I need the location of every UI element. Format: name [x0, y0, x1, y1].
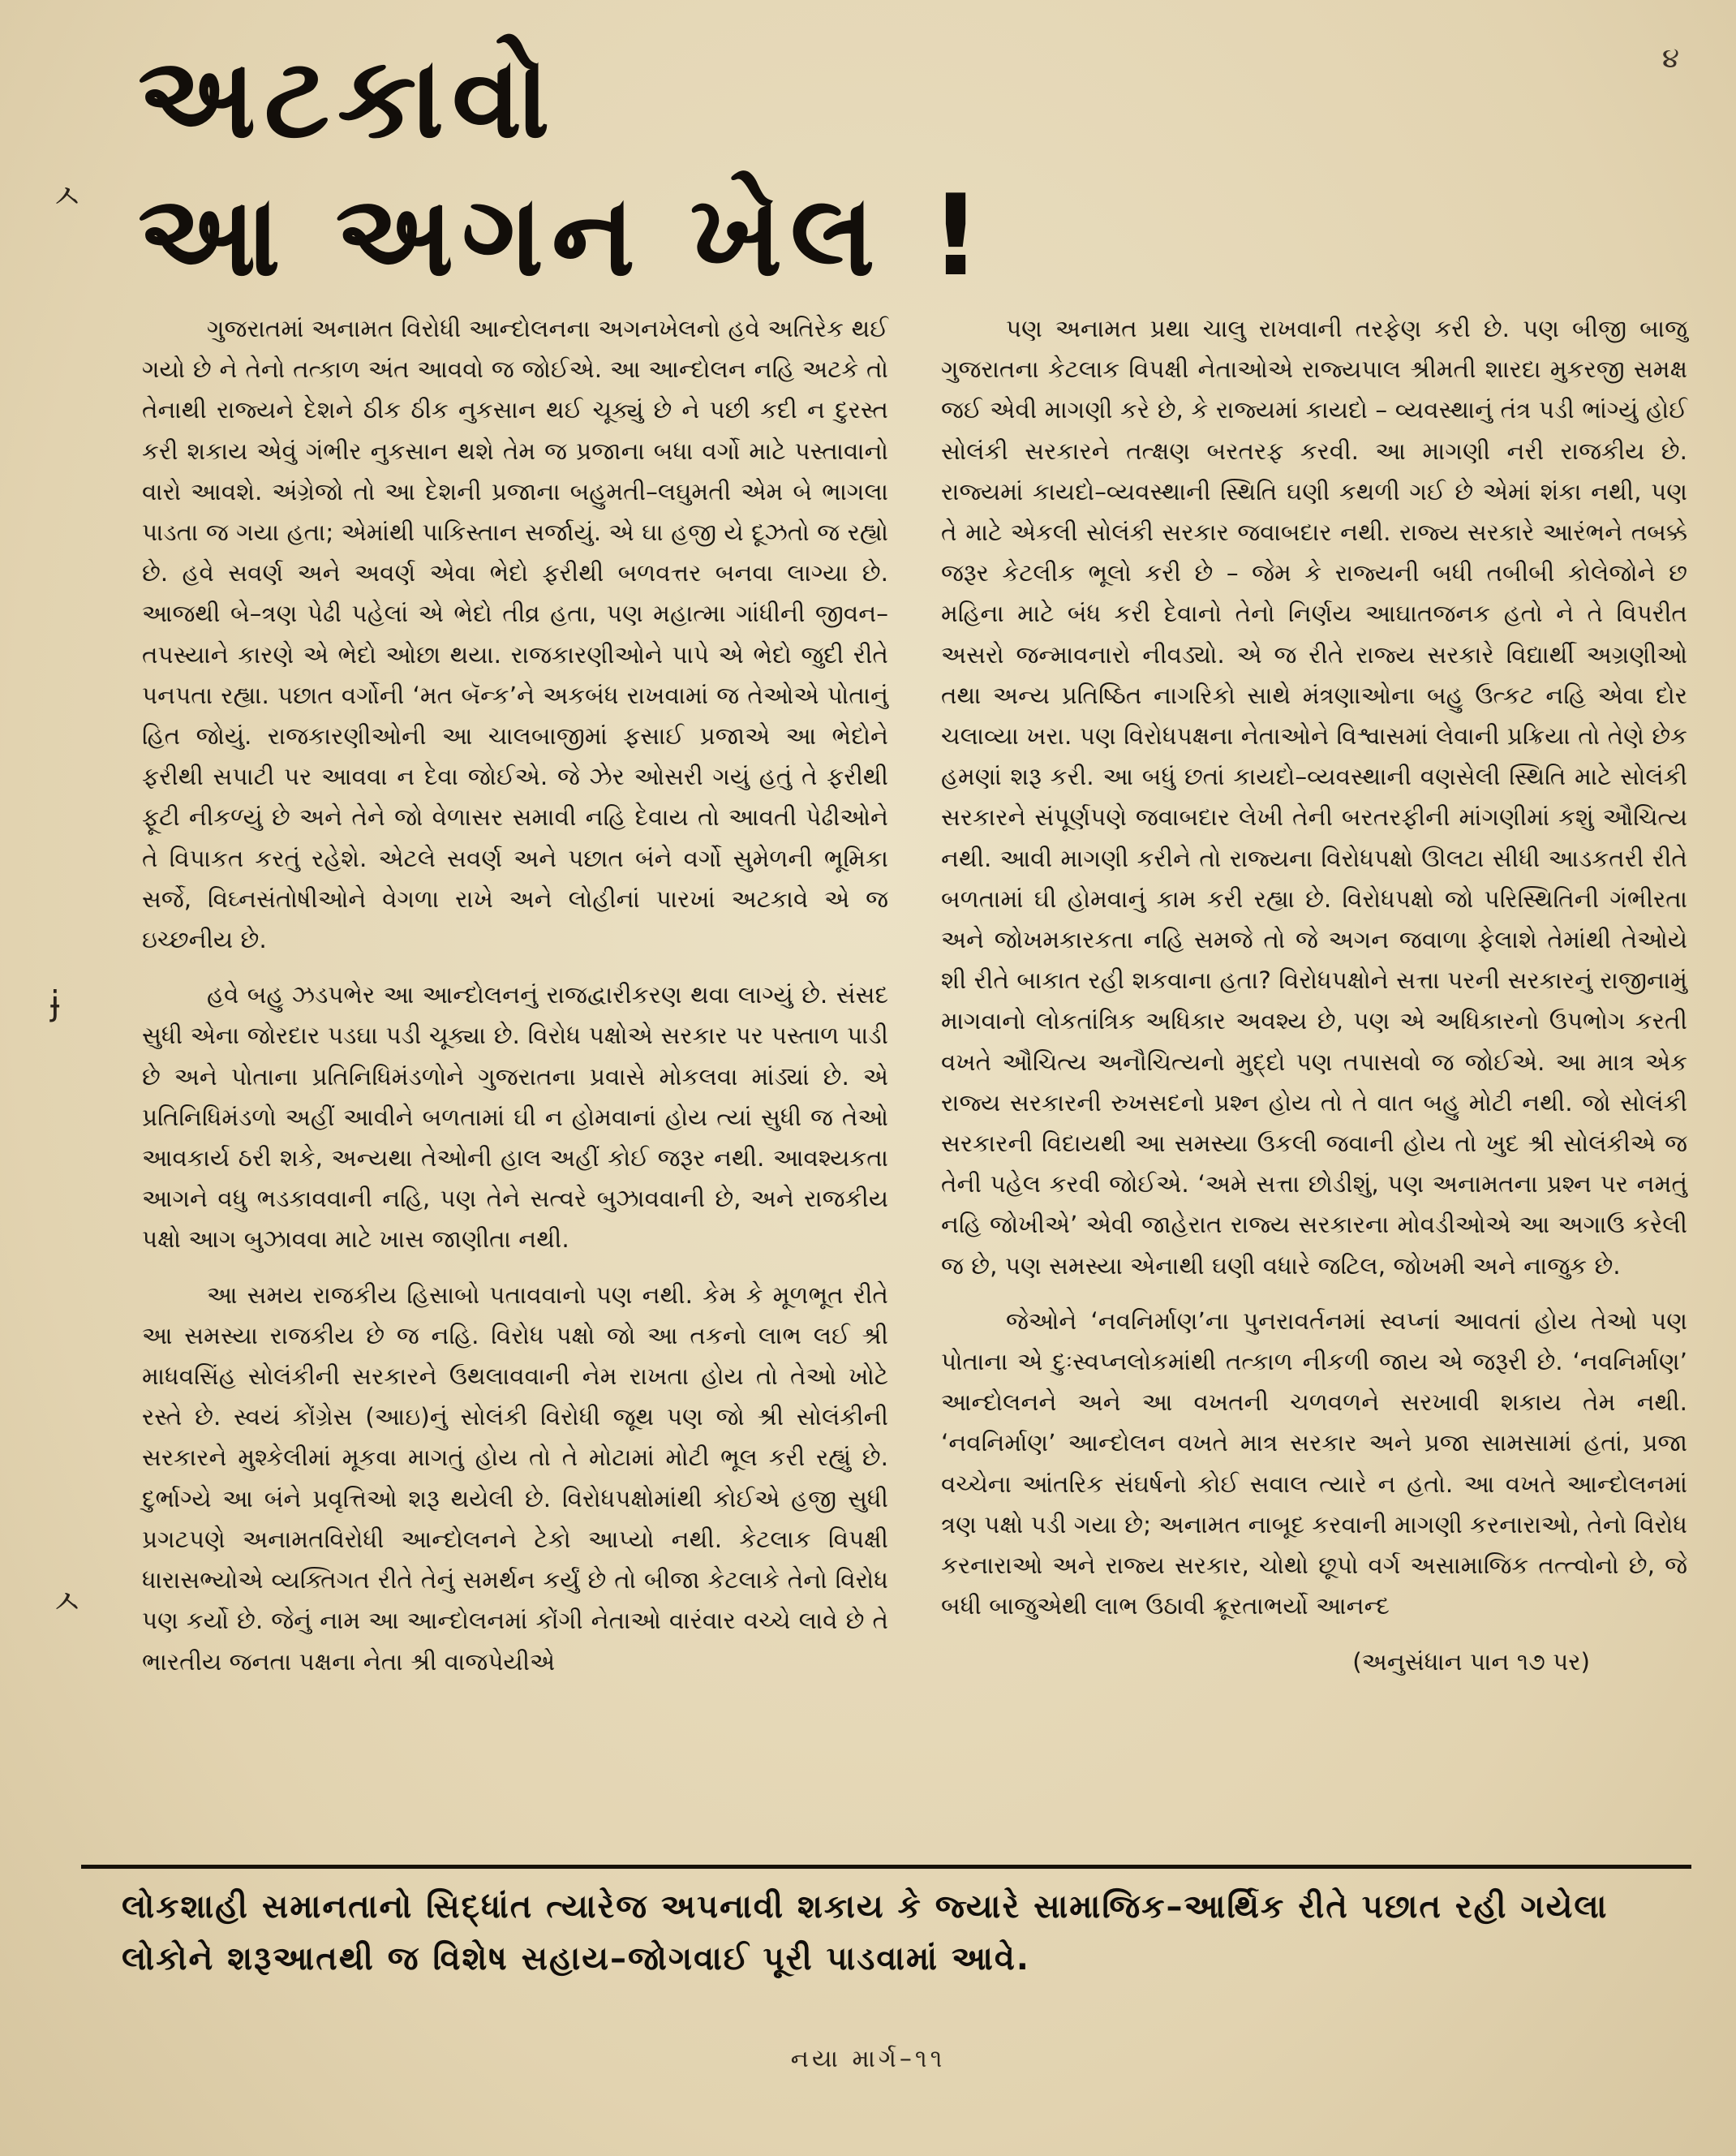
binding-mark: ㅅ	[50, 177, 84, 217]
continuation-note: (અનુસંધાન પાન ૧૭ પર)	[1352, 1647, 1590, 1676]
article-column-left	[142, 308, 888, 1697]
pull-quote: લોકશાહી સમાનતાનો સિદ્ધાંત ત્યારેજ અપનાવી શકાય કે જ્યારે સામાજિક–આર્થિક રીતે પછાત રહી ગયેલા લોકોને શરૂઆતથી જ વિશેષ સહાય–જોગવાઈ પૂરી પાડવામાં આવે.	[122, 1888, 1609, 1977]
article-column-right	[941, 308, 1687, 1682]
horizontal-rule	[81, 1865, 1691, 1869]
headline-line-2: આ અગન ખેલ !	[138, 170, 990, 301]
paragraph: જેઓને ‘નવનિર્માણ’ના પુનરાવર્તનમાં સ્વપ્નાં આવતાં હોય તેઓ પણ પોતાના એ દુઃસ્વપ્નલોકમાંથી તત્કાળ નીકળી જાય એ જરૂરી છે. ‘નવનિર્માણ’ આન્દોલનને અને આ વખતની ચળવળને સરખાવી શકાય તેમ નથી. ‘નવનિર્માણ’ આન્દોલન વખતે માત્ર સરકાર અને પ્રજા સામસામાં હતાં, પ્રજા વચ્ચેના આંતરિક સંઘર્ષનો કોઈ સવાલ ત્યારે ન હતો. આ વખતે આન્દોલનમાં ત્રણ પક્ષો પડી ગયા છે; અનામત નાબૂદ કરવાની માગણી કરનારાઓ, તેનો વિરોધ કરનારાઓ અને રાજ્ય સરકાર, ચોથો છૂપો વર્ગ અસામાજિક તત્ત્વોનો છે, જે બધી બાજુએથી લાભ ઉઠાવી ક્રૂરતાભર્યો આનન્દ	[941, 1306, 1687, 1620]
headline-line-1: અટકાવો	[138, 32, 558, 163]
paragraph: આ સમય રાજકીય હિસાબો પતાવવાનો પણ નથી. કેમ કે મૂળભૂત રીતે આ સમસ્યા રાજકીય છે જ નહિ. વિરોધ પક્ષો જો આ તકનો લાભ લઈ શ્રી માધવસિંહ સોલંકીની સરકારને ઉથલાવવાની નેમ રાખતા હોય તો તેઓ ખોટે રસ્તે છે. સ્વયં કોંગ્રેસ (આઇ)નું સોલંકી વિરોધી જૂથ પણ જો શ્રી સોલંકીની સરકારને મુશ્કેલીમાં મૂકવા માગતું હોય તો તે મોટામાં મોટી ભૂલ કરી રહ્યું છે. દુર્ભાગ્યે આ બંને પ્રવૃત્તિઓ શરૂ થયેલી છે. વિરોધપક્ષોમાંથી કોઈએ હજી સુધી પ્રગટપણે અનામતવિરોધી આન્દોલનને ટેકો આપ્યો નથી. કેટલાક વિપક્ષી ધારાસભ્યોએ વ્યક્તિગત રીતે તેનું સમર્થન કર્યું છે તો બીજા કેટલાકે તેનો વિરોધ પણ કર્યો છે. જેનું નામ આ આન્દોલનમાં કોંગી નેતાઓ વારંવાર વચ્ચે લાવે છે તે ભારતીય જનતા પક્ષના નેતા શ્રી વાજપેયીએ	[142, 1280, 888, 1676]
page-number: ૪	[1661, 42, 1679, 75]
footer-magazine-page: નયા માર્ગ–૧૧	[790, 2045, 946, 2073]
binding-mark: ㅅ	[50, 1582, 84, 1622]
binding-mark: ɉ	[50, 983, 60, 1023]
paragraph: પણ અનામત પ્રથા ચાલુ રાખવાની તરફેણ કરી છે. પણ બીજી બાજુ ગુજરાતના કેટલાક વિપક્ષી નેતાઓએ રાજ્યપાલ શ્રીમતી શારદા મુકરજી સમક્ષ જઈ એવી માગણી કરે છે, કે રાજ્યમાં કાયદો – વ્યવસ્થાનું તંત્ર પડી ભાંગ્યું હોઈ સોલંકી સરકારને તત્ક્ષણ બરતરફ કરવી. આ માગણી નરી રાજકીય છે. રાજ્યમાં કાયદો–વ્યવસ્થાની સ્થિતિ ઘણી કથળી ગઈ છે એમાં શંકા નથી, પણ તે માટે એકલી સોલંકી સરકાર જવાબદાર નથી. રાજ્ય સરકારે આરંભને તબક્કે જરૂર કેટલીક ભૂલો કરી છે – જેમ કે રાજ્યની બધી તબીબી કોલેજોને છ મહિના માટે બંધ કરી દેવાનો તેનો નિર્ણય આઘાતજનક હતો ને તે વિપરીત અસરો જન્માવનારો નીવડ્યો. એ જ રીતે રાજ્ય સરકારે વિદ્યાર્થી અગ્રણીઓ તથા અન્ય પ્રતિષ્ઠિત નાગરિકો સાથે મંત્રણાઓના બહુ ઉત્કટ નહિ એવા દોર ચલાવ્યા ખરા. પણ વિરોધપક્ષના નેતાઓને વિશ્વાસમાં લેવાની પ્રક્રિયા તો તેણે છેક હમણાં શરૂ કરી. આ બધું છતાં કાયદો–વ્યવસ્થાની વણસેલી સ્થિતિ માટે સોલંકી સરકારને સંપૂર્ણપણે જવાબદાર લેખી તેની બરતરફીની માંગણીમાં કશું ઔચિત્ય નથી. આવી માગણી કરીને તો રાજ્યના વિરોધપક્ષો ઊલટા સીધી આડકતરી રીતે બળતામાં ઘી હોમવાનું કામ કરી રહ્યા છે. વિરોધપક્ષો જો પરિસ્થિતિની ગંભીરતા અને જોખમકારકતા નહિ સમજે તો જે અગન જવાળા ફેલાશે તેમાંથી તેઓયે શી રીતે બાકાત રહી શકવાના હતા? વિરોધપક્ષોને સત્તા પરની સરકારનું રાજીનામું માગવાનો લોકતાંત્રિક અધિકાર અવશ્ય છે, પણ એ અધિકારનો ઉપભોગ કરતી વખતે ઔચિત્ય અનૌચિત્યનો મુદ્દો પણ તપાસવો જ જોઈએ. આ માત્ર એક રાજ્ય સરકારની રુખસદનો પ્રશ્ન હોય તો તે વાત બહુ મોટી નથી. જો સોલંકી સરકારની વિદાયથી આ સમસ્યા ઉકલી જવાની હોય તો ખુદ શ્રી સોલંકીએ જ તેની પહેલ કરવી જોઈએ. ‘અમે સત્તા છોડીશું, પણ અનામતના પ્રશ્ન પર નમતું નહિ જોખીએ’ એવી જાહેરાત રાજ્ય સરકારના મોવડીઓએ આ અગાઉ કરેલી જ છે, પણ સમસ્યા એનાથી ઘણી વધારે જટિલ, જોખમી અને નાજુક છે.	[941, 315, 1687, 1280]
paragraph: હવે બહુ ઝડપભેર આ આન્દોલનનું રાજદ્વારીકરણ થવા લાગ્યું છે. સંસદ સુધી એના જોરદાર પડઘા પડી ચૂક્યા છે. વિરોધ પક્ષોએ સરકાર પર પસ્તાળ પાડી છે અને પોતાના પ્રતિનિધિમંડળોને ગુજરાતના પ્રવાસે મોકલવા માંડ્યાં છે. એ પ્રતિનિધિમંડળો અહીં આવીને બળતામાં ઘી ન હોમવાનાં હોય ત્યાં સુધી જ તેઓ આવકાર્ય ઠરી શકે, અન્યથા તેઓની હાલ અહીં કોઈ જરૂર નથી. આવશ્યકતા આગને વધુ ભડકાવવાની નહિ, પણ તેને સત્વરે બુઝાવવાની છે, અને રાજકીય પક્ષો આગ બુઝાવવા માટે ખાસ જાણીતા નથી.	[142, 981, 888, 1254]
paragraph: ગુજરાતમાં અનામત વિરોધી આન્દોલનના અગનખેલનો હવે અતિરેક થઈ ગયો છે ને તેનો તત્કાળ અંત આવવો જ જોઈએ. આ આન્દોલન નહિ અટકે તો તેનાથી રાજ્યને દેશને ઠીક ઠીક નુકસાન થઈ ચૂક્યું છે ને પછી કદી ન દુરસ્ત કરી શકાય એવું ગંભીર નુકસાન થશે તેમ જ પ્રજાના બધા વર્ગો માટે પસ્તાવાનો વારો આવશે. અંગ્રેજો તો આ દેશની પ્રજાના બહુમતી–લઘુમતી એમ બે ભાગલા પાડતા જ ગયા હતા; એમાંથી પાકિસ્તાન સર્જાયું. એ ઘા હજી યે દૂઝતો જ રહ્યો છે. હવે સવર્ણ અને અવર્ણ એવા ભેદો ફરીથી બળવત્તર બનવા લાગ્યા છે. આજથી બે–ત્રણ પેઢી પહેલાં એ ભેદો તીવ્ર હતા, પણ મહાત્મા ગાંધીની જીવન–તપસ્યાને કારણે એ ભેદો ઓછા થયા. રાજકારણીઓને પાપે એ ભેદો જુદી રીતે પનપતા રહ્યા. પછાત વર્ગોની ‘મત બૅન્ક’ને અકબંધ રાખવામાં જ તેઓએ પોતાનું હિત જોયું. રાજકારણીઓની આ ચાલબાજીમાં ફસાઈ પ્રજાએ આ ભેદોને ફરીથી સપાટી પર આવવા ન દેવા જોઈએ. જે ઝેર ઓસરી ગયું હતું તે ફરીથી ફૂટી નીકળ્યું છે અને તેને જો વેળાસર સમાવી નહિ દેવાય તો આવતી પેઢીઓને તે વિપાકત કરતું રહેશે. એટલે સવર્ણ અને પછાત બંને વર્ગો સુમેળની ભૂમિકા સર્જે, વિઘ્નસંતોષીઓને વેગળા રાખે અને લોહીનાં પારખાં અટકાવે એ જ ઇચ્છનીય છે.	[142, 315, 888, 954]
